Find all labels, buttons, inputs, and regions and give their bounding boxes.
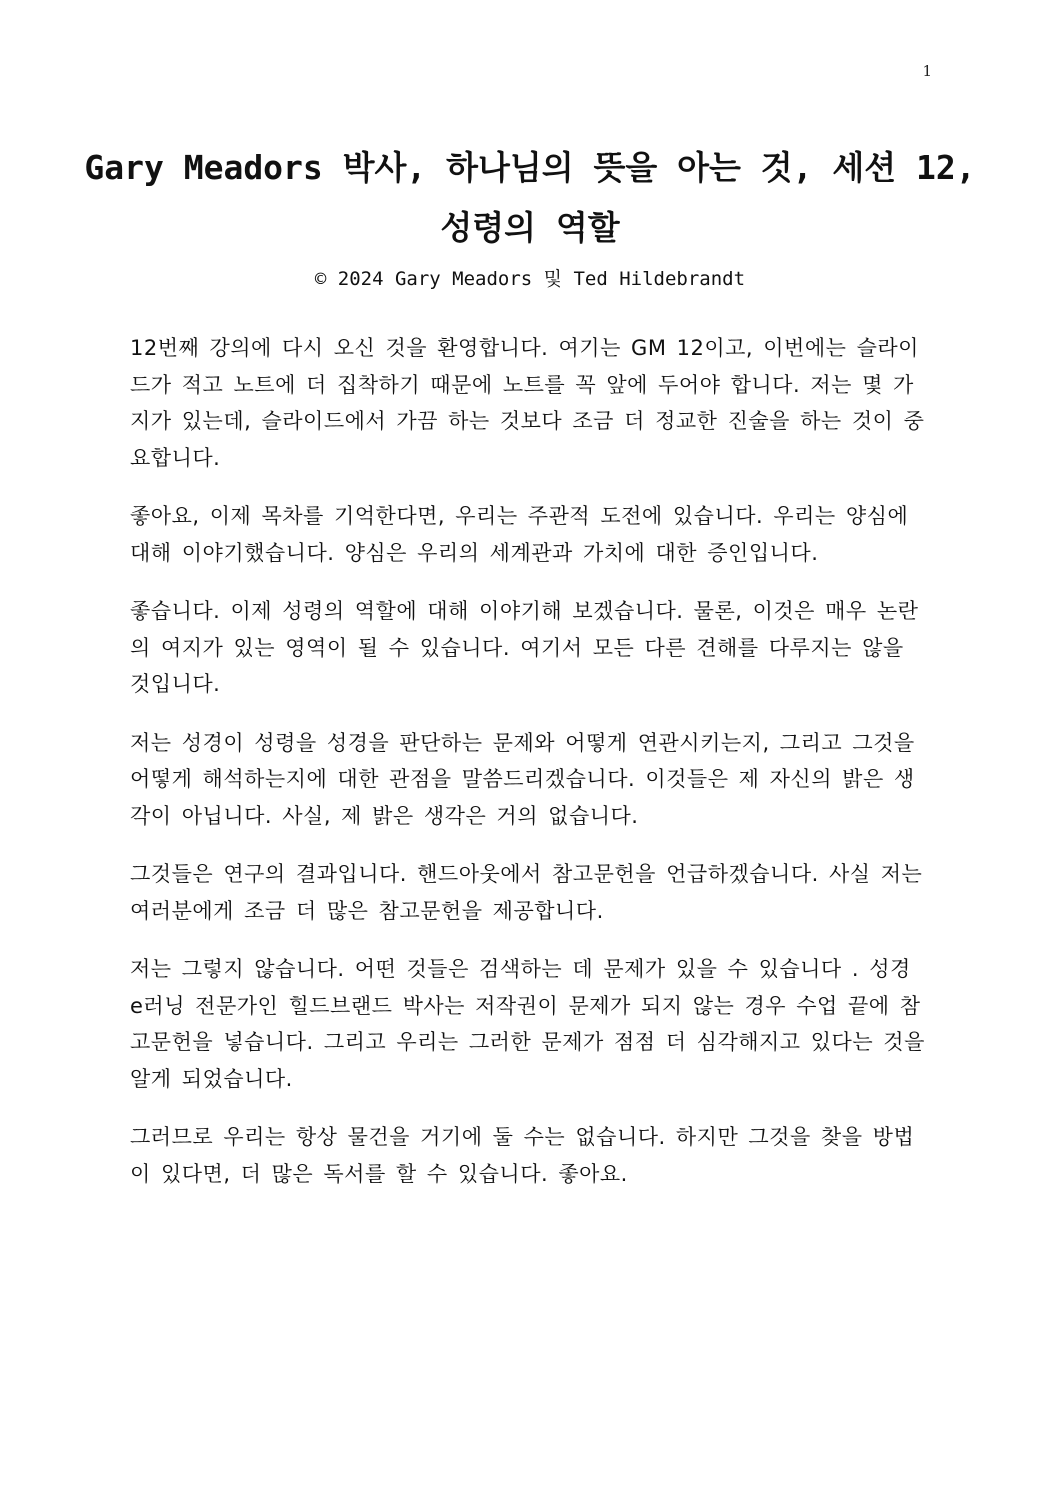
copyright-line: © 2024 Gary Meadors 및 Ted Hildebrandt xyxy=(314,268,746,290)
paragraph: 좋아요, 이제 목차를 기억한다면, 우리는 주관적 도전에 있습니다. 우리는 양심에 대해 이야기했습니다. 양심은 우리의 세계관과 가치에 대한 증인입니다. xyxy=(130,504,909,565)
paragraph: 그것들은 연구의 결과입니다. 핸드아웃에서 참고문헌을 언급하겠습니다. 사실 저는 여러분에게 조금 더 많은 참고문헌을 제공합니다. xyxy=(130,862,923,923)
paragraph: 저는 그렇지 않습니다. 어떤 것들은 검색하는 데 문제가 있을 수 있습니다 . 성경 e러닝 전문가인 힐드브랜드 박사는 저작권이 문제가 되지 않는 경우 수업 끝에 참고문헌을 넣습니다. 그리고 우리는 그러한 문제가 점점 더 심각해지고 있다는 것을 알게 되었습니다. xyxy=(130,957,925,1091)
paragraph: 저는 성경이 성령을 성경을 판단하는 문제와 어떻게 연관시키는지, 그리고 그것을 어떻게 해석하는지에 대한 관점을 말씀드리겠습니다. 이것들은 제 자신의 밝은 생각이 아닙니다. 사실, 제 밝은 생각은 거의 없습니다. xyxy=(130,730,915,828)
document-body xyxy=(130,330,930,1214)
paragraph: 12번째 강의에 다시 오신 것을 환영합니다. 여기는 GM 12이고, 이번에는 슬라이드가 적고 노트에 더 집착하기 때문에 노트를 꼭 앞에 두어야 합니다. 저는 몇 가지가 있는데, 슬라이드에서 가끔 하는 것보다 조금 더 정교한 진술을 하는 것이 중요합니다. xyxy=(130,336,925,470)
paragraph: 좋습니다. 이제 성령의 역할에 대해 이야기해 보겠습니다. 물론, 이것은 매우 논란의 여지가 있는 영역이 될 수 있습니다. 여기서 모든 다른 견해를 다루지는 않을 것입니다. xyxy=(130,599,919,696)
document-title: Gary Meadors 박사, 하나님의 뜻을 아는 것, 세션 12, 성령의 역할 xyxy=(84,148,976,247)
paragraph: 그러므로 우리는 항상 물건을 거기에 둘 수는 없습니다. 하지만 그것을 찾을 방법이 있다면, 더 많은 독서를 할 수 있습니다. 좋아요. xyxy=(130,1125,915,1186)
page-number: 1 xyxy=(922,62,932,80)
